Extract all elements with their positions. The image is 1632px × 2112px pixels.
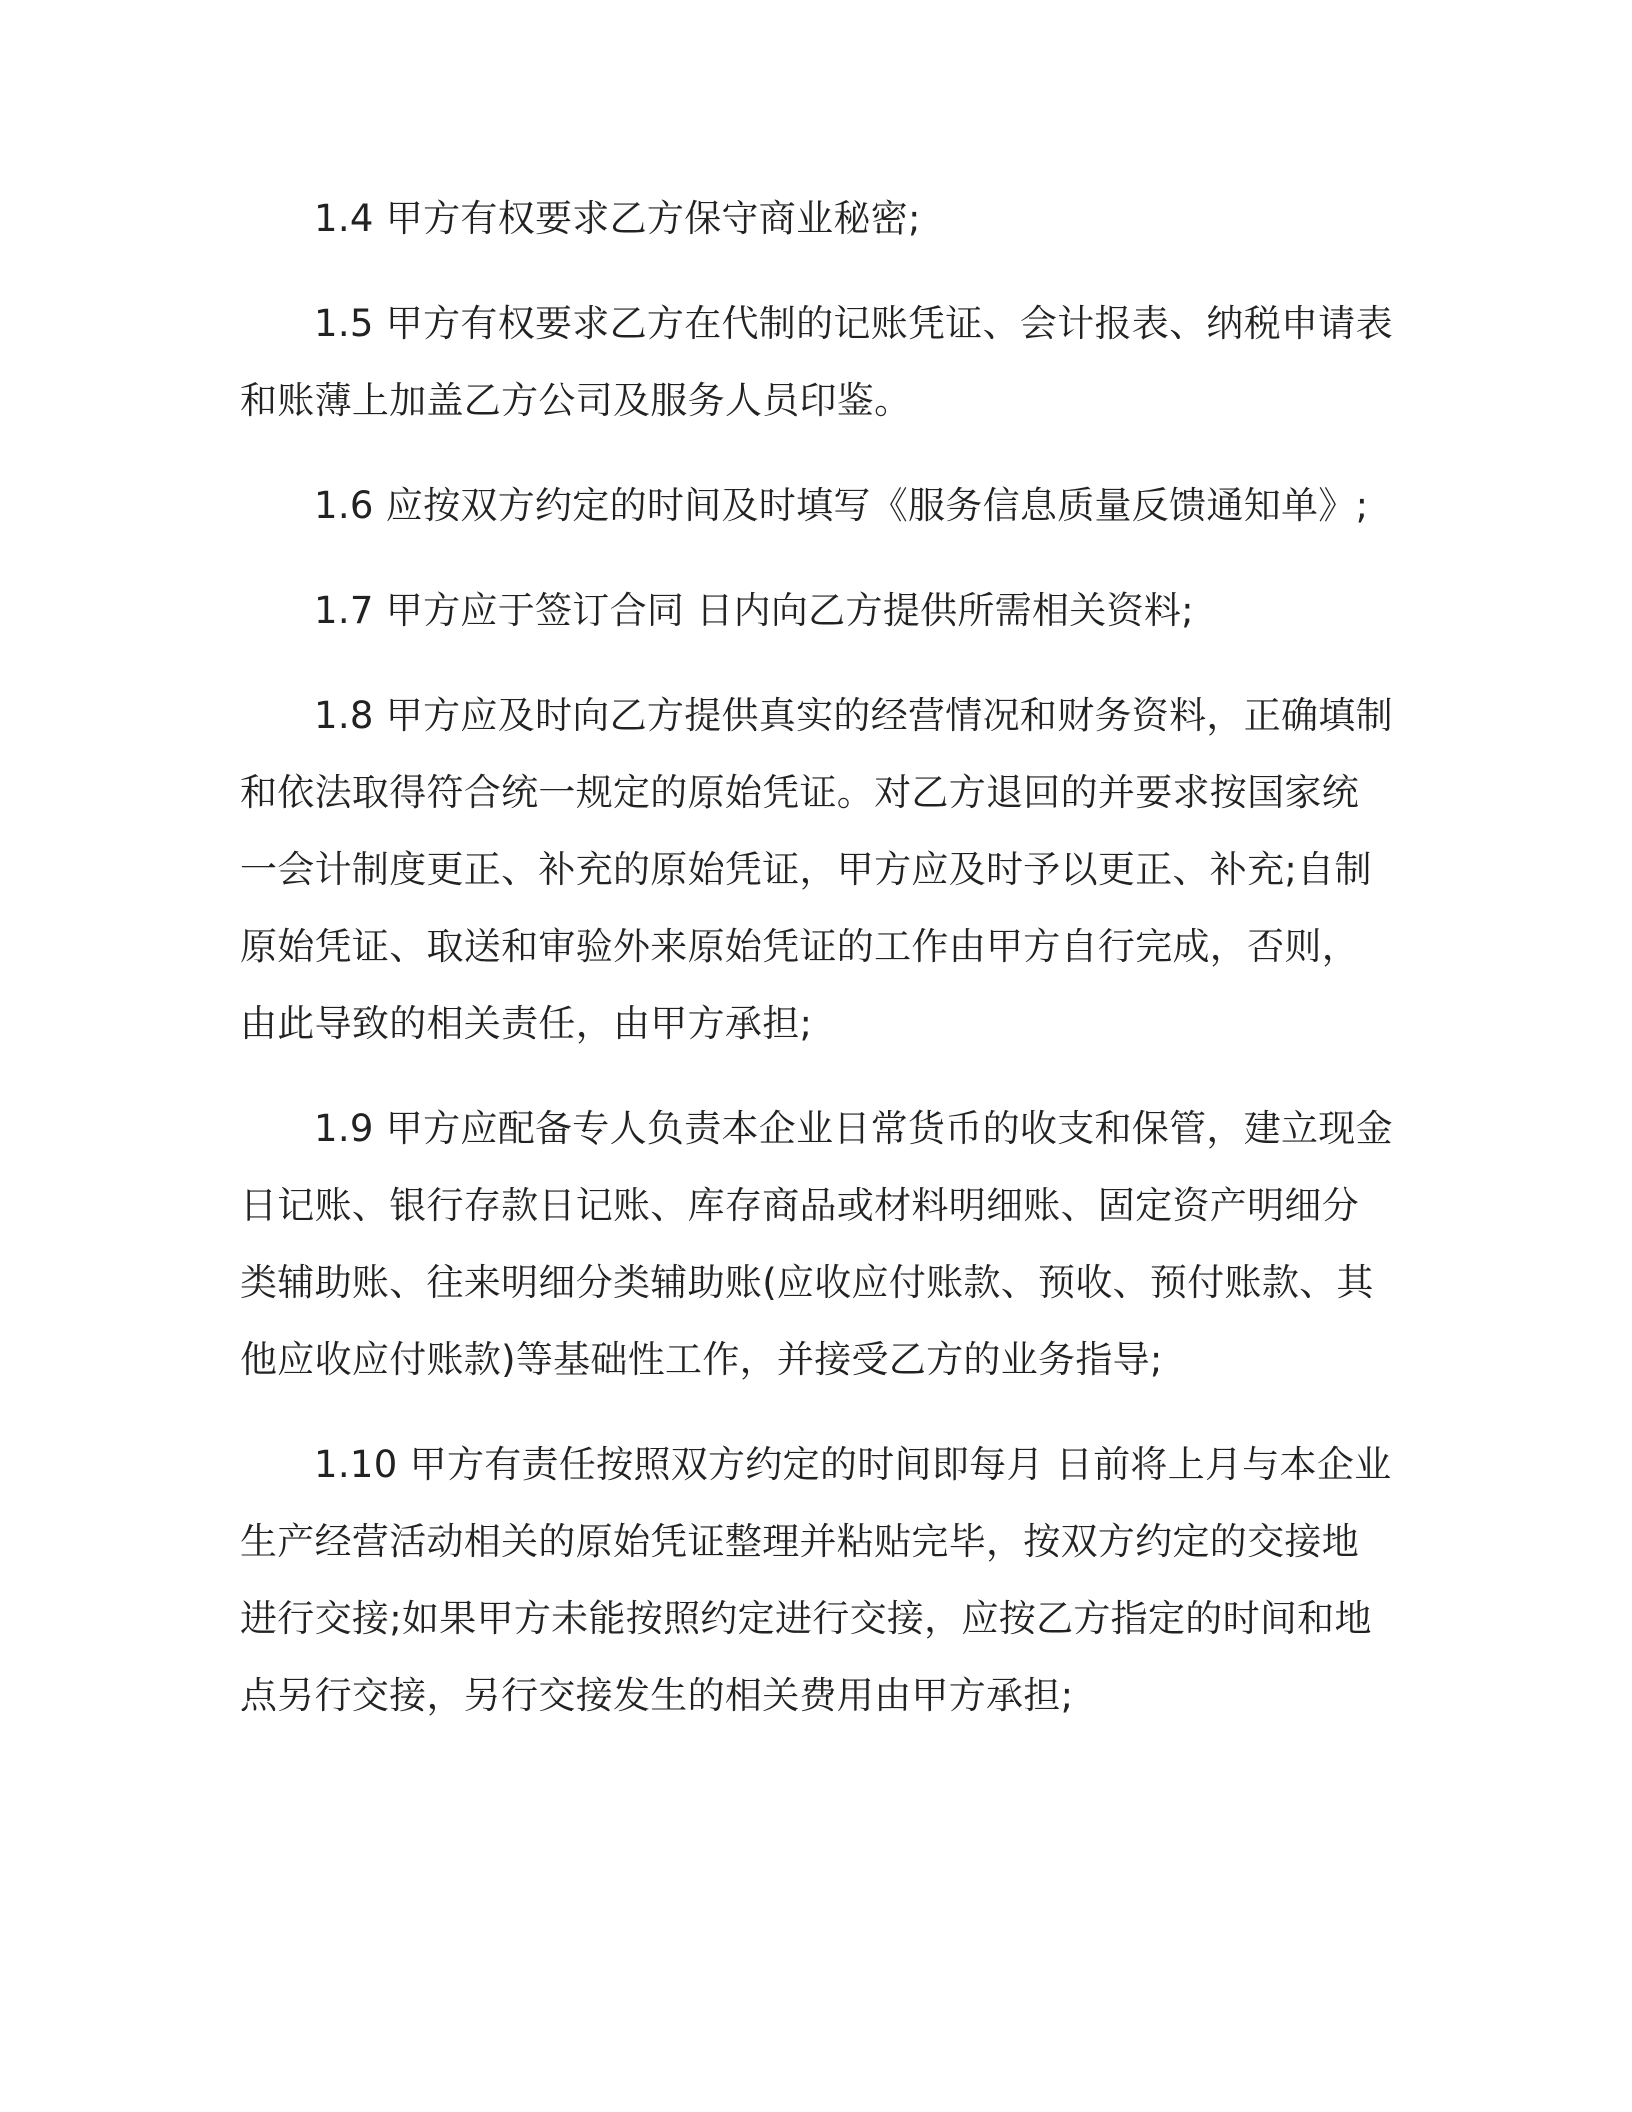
clause-line: 类辅助账、往来明细分类辅助账(应收应付账款、预收、预付账款、其	[240, 1261, 1374, 1304]
clause-line: 日记账、银行存款日记账、库存商品或材料明细账、固定资产明细分	[240, 1184, 1359, 1227]
clause-1-9	[240, 1090, 1393, 1398]
clause-line: 1.8 甲方应及时向乙方提供真实的经营情况和财务资料，正确填制	[314, 694, 1393, 737]
clause-1-10	[240, 1426, 1390, 1734]
clause-1-7	[240, 572, 1390, 649]
clause-line: 进行交接;如果甲方未能按照约定进行交接，应按乙方指定的时间和地	[240, 1597, 1372, 1640]
clause-line: 1.4 甲方有权要求乙方保守商业秘密;	[314, 197, 921, 240]
clause-line: 一会计制度更正、补充的原始凭证，甲方应及时予以更正、补充;自制	[240, 848, 1372, 891]
clause-line: 1.5 甲方有权要求乙方在代制的记账凭证、会计报表、纳税申请表	[314, 302, 1393, 345]
clause-1-8	[240, 677, 1393, 1062]
clause-1-4	[240, 180, 1390, 257]
clause-line: 原始凭证、取送和审验外来原始凭证的工作由甲方自行完成，否则，	[240, 925, 1359, 968]
clause-line: 和账薄上加盖乙方公司及服务人员印鉴。	[240, 379, 912, 422]
clause-line: 1.10 甲方有责任按照双方约定的时间即每月 日前将上月与本企业	[314, 1443, 1392, 1486]
document-body	[240, 180, 1393, 1762]
clause-line: 1.9 甲方应配备专人负责本企业日常货币的收支和保管，建立现金	[314, 1107, 1393, 1150]
clause-line: 1.6 应按双方约定的时间及时填写《服务信息质量反馈通知单》;	[314, 484, 1369, 527]
clause-1-6	[240, 467, 1390, 544]
clause-line: 生产经营活动相关的原始凭证整理并粘贴完毕，按双方约定的交接地	[240, 1520, 1359, 1563]
clause-line: 和依法取得符合统一规定的原始凭证。对乙方退回的并要求按国家统	[240, 771, 1359, 814]
clause-line: 点另行交接，另行交接发生的相关费用由甲方承担;	[240, 1674, 1074, 1717]
clause-1-5	[240, 285, 1393, 439]
clause-line: 由此导致的相关责任，由甲方承担;	[240, 1002, 813, 1045]
clause-line: 他应收应付账款)等基础性工作，并接受乙方的业务指导;	[240, 1338, 1163, 1381]
clause-line: 1.7 甲方应于签订合同 日内向乙方提供所需相关资料;	[314, 589, 1194, 632]
